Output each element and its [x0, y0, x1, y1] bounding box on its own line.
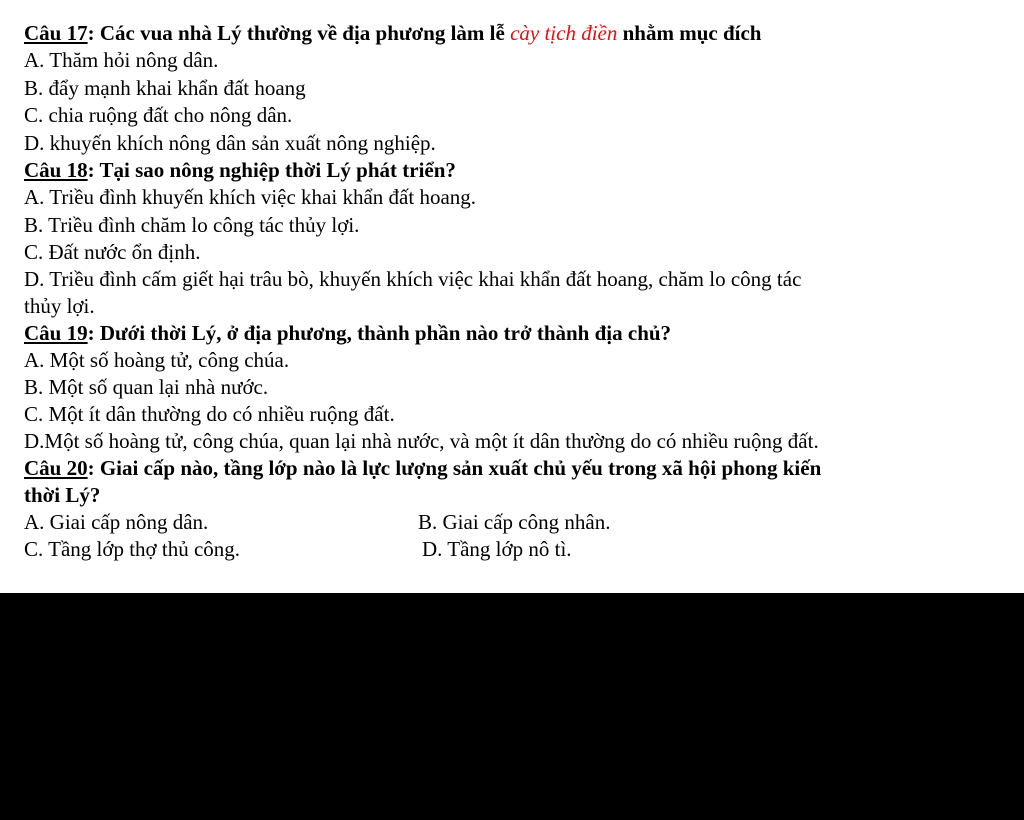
question-17-option-a: A. Thăm hỏi nông dân. — [24, 48, 219, 72]
question-18-text: : Tại sao nông nghiệp thời Lý phát triển? — [87, 158, 456, 182]
question-20-text: : Giai cấp nào, tầng lớp nào là lực lượng sản xuất chủ yếu trong xã hội phong kiến — [87, 456, 822, 480]
question-17-highlight: cày tịch điền — [510, 21, 618, 45]
question-17-stem — [24, 20, 761, 47]
question-19-option-a: A. Một số hoàng tử, công chúa. — [24, 348, 290, 372]
question-18-option-a: A. Triều đình khuyến khích việc khai khẩn đất hoang. — [24, 185, 477, 209]
question-20-option-a: A. Giai cấp nông dân. — [24, 510, 209, 534]
question-20-option-d: D. Tầng lớp nô tì. — [422, 537, 572, 561]
question-18-stem — [24, 157, 456, 184]
question-20-option-b: B. Giai cấp công nhân. — [418, 510, 611, 534]
question-19-stem — [24, 320, 671, 347]
question-18-option-c: C. Đất nước ổn định. — [24, 240, 201, 264]
question-20-option-c: C. Tầng lớp thợ thủ công. — [24, 537, 241, 561]
question-17-text-before: : Các vua nhà Lý thường về địa phương làm lễ — [87, 21, 511, 45]
question-20-stem-line1 — [24, 455, 821, 482]
question-17-text-after: nhằm mục đích — [617, 21, 762, 45]
question-19-option-b: B. Một số quan lại nhà nước. — [24, 375, 269, 399]
black-letterbox-area — [0, 593, 1024, 820]
question-20-stem-line2: thời Lý? — [24, 483, 101, 507]
question-19-text: : Dưới thời Lý, ở địa phương, thành phần nào trở thành địa chủ? — [87, 321, 672, 345]
question-18-option-b: B. Triều đình chăm lo công tác thủy lợi. — [24, 213, 360, 237]
question-18-number: Câu 18 — [24, 158, 88, 182]
question-19-option-d: D.Một số hoàng tử, công chúa, quan lại nhà nước, và một ít dân thường do có nhiều ruộng đất. — [24, 429, 819, 453]
question-19-option-c: C. Một ít dân thường do có nhiều ruộng đất. — [24, 402, 395, 426]
question-17-option-b: B. đẩy mạnh khai khẩn đất hoang — [24, 76, 306, 100]
question-17-number: Câu 17 — [24, 21, 88, 45]
question-17-option-c: C. chia ruộng đất cho nông dân. — [24, 103, 293, 127]
question-18-option-d-line2: thủy lợi. — [24, 294, 95, 318]
question-20-number: Câu 20 — [24, 456, 88, 480]
question-17-option-d: D. khuyến khích nông dân sản xuất nông nghiệp. — [24, 131, 436, 155]
question-18-option-d-line1: D. Triều đình cấm giết hại trâu bò, khuyến khích việc khai khẩn đất hoang, chăm lo công tác — [24, 267, 802, 291]
question-19-number: Câu 19 — [24, 321, 88, 345]
